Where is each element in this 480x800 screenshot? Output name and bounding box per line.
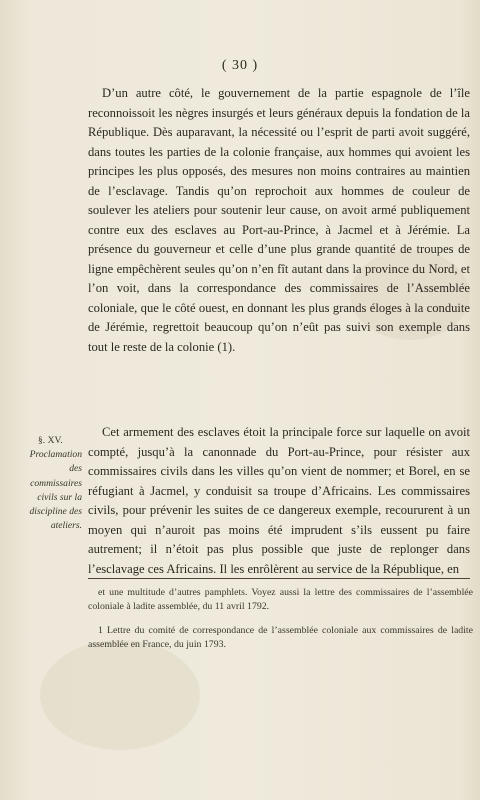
marginal-note [20, 434, 82, 533]
paragraph-text: D’un autre côté, le gouvernement de la partie espagnole de l’île reconnoissoit les nègres insurgés et leurs généraux depuis la fondation de la République. Dès auparavant, la nécessité ou l’esprit de parti avoit suggéré, dans toutes les parties de la colonie française, aux hommes qui avoient les principes les plus opposés, des mesures non moins contraires au maintien de l’esclavage. Tandis qu’on reprochoit aux hommes de couleur de soulever les ateliers pour soutenir leur cause, on avoit armé publiquement contre eux des esclaves au Port-au-Prince, à Jacmel et à Jérémie. La présence du gouverneur et celle d’une plus grande quantité de troupes de ligne empêchèrent seules qu’on n’en fît autant dans la province du Nord, et l’on voit, dans la correspondance des commissaires de l’Assemblée coloniale, que le côté ouest, en donnant les plus grands éloges à la conduite de Jérémie, regrettoit beaucoup qu’on n’eût pas suivi son exemple dans tout le reste de la colonie (1). [88, 86, 470, 354]
footnotes [88, 586, 473, 662]
section-number: §. XV. [38, 435, 63, 446]
paragraph-text: Cet armement des esclaves étoit la principale force sur laquelle on avoit compté, jusqu’à la canonnade du Port-au-Prince, pour résister aux commissaires civils dans les villes qu’on vient de nommer; et Borel, en se réfugiant à Jacmel, y conduisit sa troupe d’Africains. Les commissaires civils, pour prévenir les suites de ce dangereux exemple, recoururent à un moyen qui n’auroit pas moins été imprudent s’ils eussent pu faire autrement; il n’étoit pas plus possible que juste de replonger dans l’esclavage ces Africains. Il les enrôlèrent au service de la République, en [88, 425, 470, 576]
footnote-divider [88, 578, 470, 579]
marginal-note-text: Proclamation des commissaires civils sur la discipline des ateliers. [29, 449, 82, 532]
body-paragraph-2 [88, 423, 470, 579]
body-paragraph-1 [88, 84, 470, 357]
footnote-1: 1 Lettre du comité de correspondance de l’assemblée coloniale aux commissaires de ladite assemblée en France, du juin 1793. [88, 625, 473, 650]
page-number: ( 30 ) [221, 58, 259, 73]
footnote-continuation: et une multitude d’autres pamphlets. Voyez aussi la lettre des commissaires de l’assemblée coloniale à ladite assemblée, du 11 avril 1792. [88, 587, 473, 612]
